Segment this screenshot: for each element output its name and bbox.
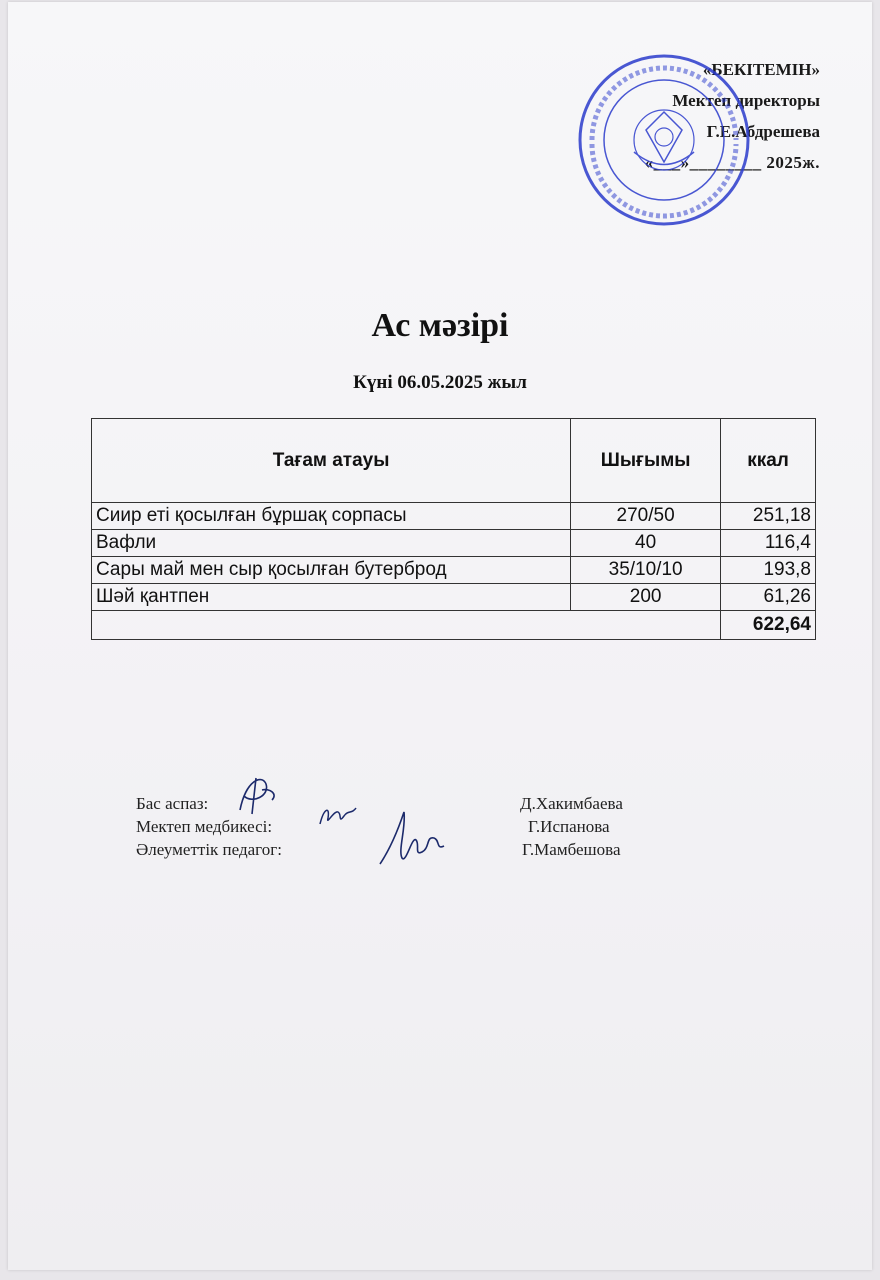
table-row [92,530,816,557]
dish-name: Сиир еті қосылған бұршақ сорпасы [92,503,571,530]
table-row [92,503,816,530]
dish-kcal: 193,8 [721,557,816,584]
signature-name: Г.Испанова [528,817,610,836]
signature-row [136,792,736,815]
document-sheet [8,2,872,1270]
header-yield: Шығымы [571,419,721,503]
signature-name: Д.Хакимбаева [520,794,623,813]
approval-position: Мектеп директоры [672,91,820,110]
table-header-row [92,419,816,503]
approval-heading: «БЕКІТЕМІН» [702,60,820,79]
signature-role: Бас аспаз: [136,794,209,813]
signatures-block [136,792,736,861]
total-kcal: 622,64 [721,611,816,640]
menu-table [91,418,816,640]
header-kcal: ккал [721,419,816,503]
signature-name: Г.Мамбешова [522,840,621,859]
page-title: Ас мәзірі [371,307,509,344]
table-row [92,584,816,611]
dish-name: Шәй қантпен [92,584,571,611]
header-dish-name: Тағам атауы [92,419,571,503]
menu-date: Күні 06.05.2025 жыл [353,372,527,393]
signature-row [136,815,736,838]
signature-role: Мектеп медбикесі: [136,817,273,836]
dish-yield: 40 [571,530,721,557]
signature-role: Әлеуметтік педагог: [136,840,282,859]
signature-row [136,838,736,861]
dish-yield: 35/10/10 [571,557,721,584]
dish-kcal: 61,26 [721,584,816,611]
dish-yield: 200 [571,584,721,611]
dish-kcal: 251,18 [721,503,816,530]
approval-date-line: «___»________ 2025ж. [644,153,820,172]
approval-name: Г.Е.Абдрешева [706,122,820,141]
dish-kcal: 116,4 [721,530,816,557]
dish-name: Вафли [92,530,571,557]
dish-yield: 270/50 [571,503,721,530]
table-row [92,557,816,584]
approval-block [645,54,820,178]
total-row [92,611,816,640]
dish-name: Сары май мен сыр қосылған бутерброд [92,557,571,584]
total-label-cell [92,611,721,640]
